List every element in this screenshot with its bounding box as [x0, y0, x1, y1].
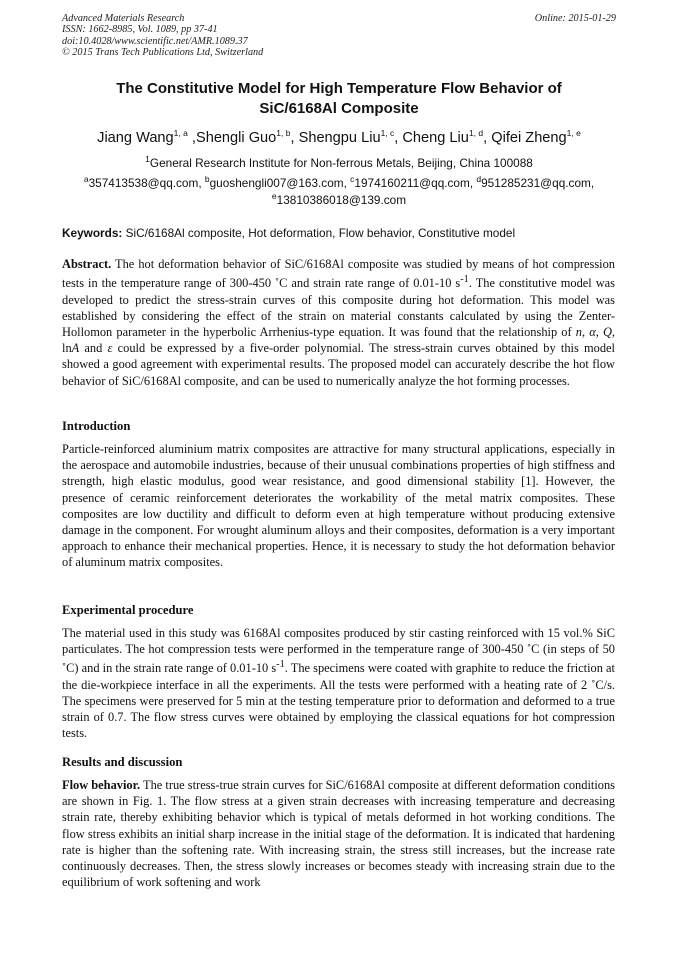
- section-heading-introduction: Introduction: [62, 419, 131, 433]
- journal-name: Advanced Materials Research: [62, 13, 185, 24]
- online-date: Online: 2015-01-29: [534, 13, 616, 24]
- section-heading-results: Results and discussion: [62, 755, 183, 769]
- author-name: Qifei Zheng: [491, 130, 567, 146]
- results-text: The true stress-true strain curves for SiC/6168Al composite at different deformation conditions are shown in Fig. 1. The flow stress at a given strain decreases with increasing temperature and decreasing strain rate, thereby exhibiting behavior which is typical of metals deformed in hot working conditions. The flow stress exhibits an initial sharp increase in the initial stage of the deformation. It is indicated that hardening rate is higher than the softening rate. With increasing strain, the stress still increases, but the increase rate continuously decreases. Then, the stress slowly increases or becomes steady with increasing strain due to the equilibrium of work softening and work: [62, 778, 615, 890]
- experimental-paragraph: [62, 625, 615, 742]
- author-affiliation-marker: 1, a: [173, 128, 188, 139]
- abstract-text-1: The hot deformation behavior of SiC/6168Al composite was studied by means of hot compression tests in the temperature range of 300-450 ˚C and strain rate range of 0.01-10 s: [62, 257, 615, 291]
- author-name: Shengpu Liu: [298, 130, 381, 146]
- author-list: Jiang Wang$^{1, a}$ ,Shengli Guo$^{1, b}$, Shengpu Liu$^{1, c}$, Cheng Liu$^{1, d}$, Qifei Zheng$^{1, e}$: [97, 128, 581, 146]
- author-affiliation-marker: 1, b: [276, 128, 291, 139]
- keywords-text: SiC/6168Al composite, Hot deformation, Flow behavior, Constitutive model: [125, 226, 516, 240]
- affiliation-text: General Research Institute for Non-ferrous Metals, Beijing, China 100088: [149, 156, 533, 170]
- abstract-unit-exponent: -1: [460, 274, 469, 286]
- author-name: Cheng Liu: [402, 130, 469, 146]
- email-address: guoshengli007@163.com: [209, 176, 344, 190]
- journal-metadata: [62, 13, 263, 59]
- symbol-n: n: [575, 324, 582, 339]
- email-address: 13810386018@139.com: [276, 192, 407, 207]
- issn-line: ISSN: 1662-8985, Vol. 1089, pp 37-41: [62, 24, 218, 36]
- email-marker: e: [271, 190, 277, 201]
- email-marker: a: [83, 174, 89, 185]
- separator: , ln: [62, 324, 615, 356]
- symbol-alpha: α: [589, 324, 596, 339]
- section-heading-experimental: Experimental procedure: [62, 603, 194, 617]
- results-paragraph: [62, 777, 615, 890]
- author-affiliation-marker: 1, c: [380, 128, 395, 139]
- experimental-text-2: . The specimens were coated with graphite to reduce the friction at the die-workpiece interface in all the experiments. All the tests were performed with a heating rate of 2 ˚C/s. The specimens were preserved for 5 min at the testing temperature prior to deformation and deformed to a true strain of 0.7. The flow stress curves were obtained by employing the classical equations for hot compression tests.: [62, 661, 615, 741]
- email-marker: b: [204, 174, 210, 185]
- copyright-line: © 2015 Trans Tech Publications Ltd, Switzerland: [62, 47, 264, 59]
- email-address: 1974160211@qq.com: [354, 176, 470, 190]
- author-name: Shengli Guo: [195, 130, 277, 146]
- experimental-text-1: The material used in this study was 6168Al composites produced by stir casting reinforced with 15 vol.% SiC particulates. The hot compression tests were performed in the temperature range of 300-450 ˚C (in steps of 50 ˚C) and in the strain rate range of 0.01-10 s: [62, 626, 615, 676]
- author-affiliation-marker: 1, d: [468, 128, 484, 139]
- email-address: 951285231@qq.com: [481, 176, 591, 190]
- author-name: Jiang Wang: [97, 130, 174, 146]
- experimental-unit-exponent: -1: [276, 659, 285, 671]
- author-affiliation-marker: 1, e: [566, 128, 581, 139]
- title-line-2: SiC/6168Al Composite: [259, 100, 419, 117]
- abstract-label: Abstract.: [62, 257, 112, 271]
- abstract-text-3: could be expressed by a five-order polynomial. The stress-strain curves obtained by this model showed a good agreement with experimental results. The proposed model can accurately describe the hot flow behavior of SiC/6168Al composite, and can be used to numerically analyze the hot forming processes.: [62, 341, 615, 388]
- separator: ,: [581, 324, 590, 339]
- conjunction: and: [79, 341, 108, 356]
- abstract: [62, 256, 615, 389]
- symbol-q: Q: [602, 324, 612, 339]
- symbol-epsilon: ε: [107, 341, 113, 356]
- title-line-1: The Constitutive Model for High Temperature Flow Behavior of: [116, 80, 562, 97]
- email-marker: d: [476, 174, 482, 185]
- email-address: 357413538@qq.com: [88, 176, 199, 190]
- symbol-a: A: [71, 341, 80, 356]
- email-marker: c: [350, 174, 355, 185]
- affiliation-marker: 1: [145, 154, 150, 165]
- abstract-text-2: . The constitutive model was developed to predict the stress-strain curves of this composite during hot deformation. This model was established by considering the effect of the strain on material constants calculated by using the Zenter-Hollomon parameter in the hyperbolic Arrhenius-type equation. It was found that the relationship of: [62, 276, 615, 339]
- email-list: $^a$357413538@qq.com, $^b$guoshengli007@163.com, $^c$1974160211@qq.com, $^d$951285231@qq.com, $^e$13810386018@139.com: [83, 174, 595, 207]
- results-lead: Flow behavior.: [62, 778, 141, 792]
- doi-line: doi:10.4028/www.scientific.net/AMR.1089.37: [62, 35, 248, 47]
- affiliation: [40, 156, 638, 170]
- keywords: [62, 226, 616, 240]
- paper-title: [62, 79, 616, 119]
- keywords-label: Keywords:: [62, 226, 123, 240]
- separator: ,: [595, 324, 603, 339]
- introduction-paragraph: Particle-reinforced aluminium matrix composites are attractive for many structural applications, especially in the aerospace and automobile industries, because of their unusual combinations properties of high stiffness and strength, high elastic modulus, good wear resistance, and good dimensional stability [1]. However, the presence of ceramic reinforcement deteriorates the workability of the metal matrix composites. These composites are low ductility and difficult to deform even at high temperature without producing extensive damage in the component. For wrought aluminum alloys and their composites, deformation is a very important approach to enhance their mechanical properties. Hence, it is necessary to study the hot deformation behavior of aluminum matrix composites.: [62, 442, 615, 570]
